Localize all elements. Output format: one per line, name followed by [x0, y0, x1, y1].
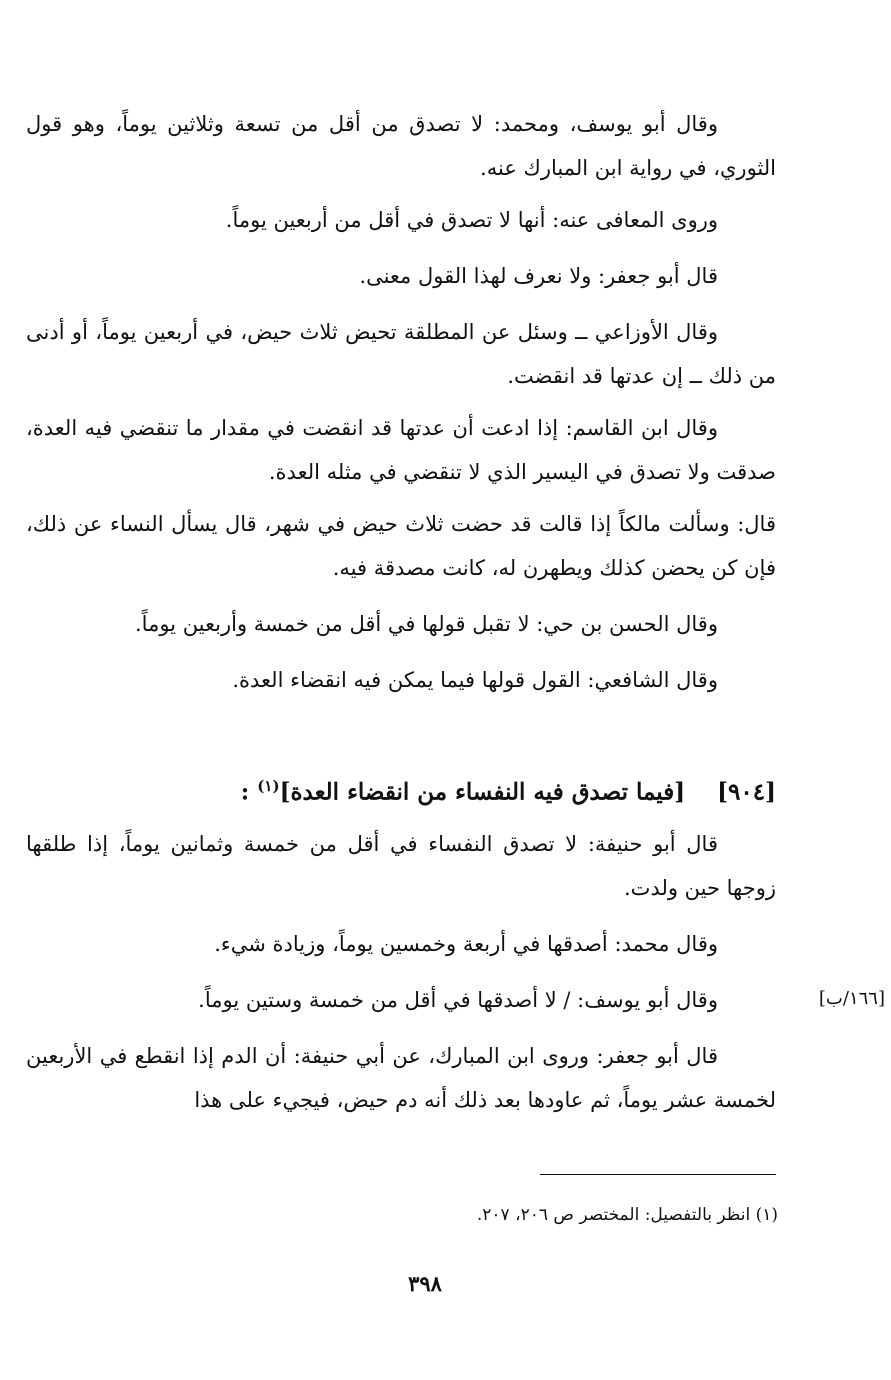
section-number: [٩٠٤] — [717, 778, 776, 806]
footnote-separator — [540, 1174, 776, 1175]
paragraph: وقال أبو يوسف، ومحمد: لا تصدق من أقل من تسعة وثلاثين يوماً، وهو قول الثوري، في رواية ابن المبارك عنه. — [26, 112, 776, 180]
main-text-block — [26, 102, 776, 702]
paragraph: قال أبو جعفر: وروى ابن المبارك، عن أبي حنيفة: أن الدم إذا انقطع في الأربعين لخمسة عشر يوماً، ثم عاودها بعد ذلك أنه دم حيض، فيجيء على هذا — [26, 1044, 776, 1112]
paragraph: وقال محمد: أصدقها في أربعة وخمسين يوماً، وزيادة شيء. — [214, 932, 718, 956]
paragraph: وقال الشافعي: القول قولها فيما يمكن فيه انقضاء العدة. — [232, 668, 718, 692]
footnote: (١) انظر بالتفصيل: المختصر ص ٢٠٦، ٢٠٧. — [476, 1205, 778, 1225]
footnote-reference: (١) — [257, 777, 280, 795]
heading-colon: : — [240, 778, 250, 806]
manuscript-folio-note: [١٦٦/ب] — [818, 988, 885, 1009]
section-title: [فيما تصدق فيه النفساء من انقضاء العدة] — [279, 778, 686, 806]
paragraph: قال: وسألت مالكاً إذا قالت قد حضت ثلاث حيض في شهر، قال يسأل النساء عن ذلك، فإن كن يحضن كذلك ويطهرن له، كانت مصدقة فيه. — [26, 512, 776, 580]
paragraph: وقال الأوزاعي ــ وسئل عن المطلقة تحيض ثلاث حيض، في أربعين يوماً، أو أدنى من ذلك ــ إن عدتها قد انقضت. — [26, 320, 776, 388]
paragraph: وقال أبو يوسف: / لا أصدقها في أقل من خمسة وستين يوماً. — [198, 988, 718, 1012]
paragraph: قال أبو جعفر: ولا نعرف لهذا القول معنى. — [359, 264, 718, 288]
paragraph: قال أبو حنيفة: لا تصدق النفساء في أقل من خمسة وثمانين يوماً، إذا طلقها زوجها حين ولدت. — [26, 832, 776, 900]
paragraph: وروى المعافى عنه: أنها لا تصدق في أقل من أربعين يوماً. — [225, 208, 718, 232]
paragraph: وقال الحسن بن حي: لا تقبل قولها في أقل من خمسة وأربعين يوماً. — [135, 612, 718, 636]
page-number: ٣٩٨ — [408, 1271, 442, 1296]
section-text-block — [26, 822, 776, 1122]
paragraph: وقال ابن القاسم: إذا ادعت أن عدتها قد انقضت في مقدار ما تنقضي فيه العدة، صدقت ولا تصدق في اليسير الذي لا تنقضي في مثله العدة. — [26, 416, 776, 484]
section-heading — [26, 764, 776, 815]
